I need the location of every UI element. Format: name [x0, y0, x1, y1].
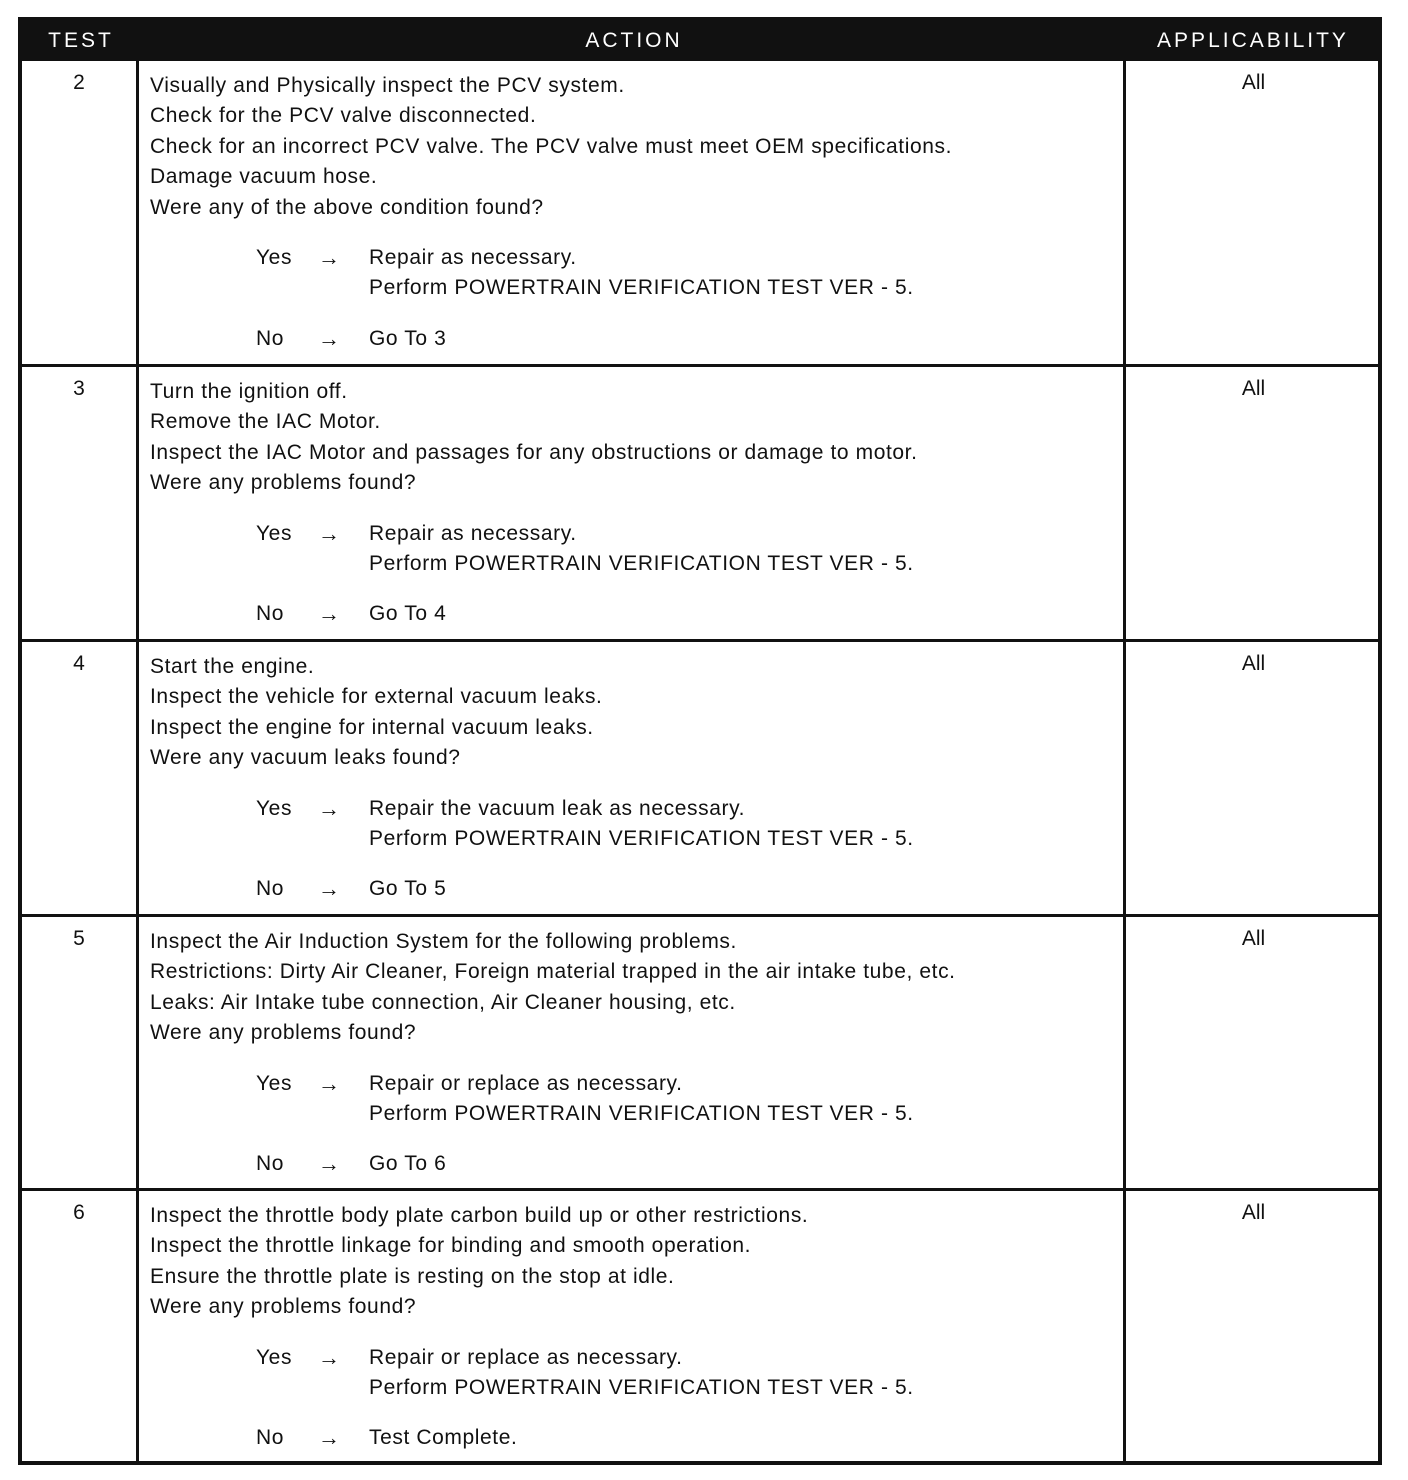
action-line: Start the engine.	[150, 655, 315, 678]
arrow-right-icon: →	[318, 1425, 341, 1451]
table-row	[22, 914, 1378, 1188]
yes-label: Yes	[256, 1071, 293, 1095]
action-line: Check for the PCV valve disconnected.	[150, 104, 537, 128]
table-row	[22, 1188, 1378, 1461]
test-number: 2	[22, 61, 139, 364]
table-row	[22, 639, 1378, 914]
yes-outcome-cont	[150, 1099, 1123, 1129]
no-outcome	[150, 324, 1123, 354]
arrow-right-icon: →	[318, 520, 341, 546]
action-line: Inspect the Air Induction System for the following problems.	[150, 930, 737, 953]
arrow-right-icon: →	[318, 876, 341, 902]
action-line: Check for an incorrect PCV valve. The PCV valve must meet OEM specifications.	[150, 134, 953, 158]
no-label: No	[256, 326, 285, 350]
yes-result-verification: Perform POWERTRAIN VERIFICATION TEST VER - 5.	[369, 827, 914, 851]
action-line: Inspect the vehicle for external vacuum leaks.	[150, 685, 603, 709]
action-line: Inspect the throttle body plate carbon build up or other restrictions.	[150, 1204, 809, 1227]
action-cell	[142, 917, 1126, 1188]
action-cell	[142, 61, 1126, 364]
action-line: Damage vacuum hose.	[150, 165, 378, 189]
arrow-right-icon: →	[318, 1151, 341, 1177]
header-action: ACTION	[585, 29, 683, 52]
action-line: Leaks: Air Intake tube connection, Air Cleaner housing, etc.	[150, 990, 736, 1014]
diagnostic-table	[18, 17, 1382, 1465]
test-number: 5	[22, 917, 139, 1188]
yes-outcome	[150, 1069, 1123, 1099]
test-number: 3	[22, 367, 139, 639]
no-label: No	[256, 1152, 285, 1176]
table-row	[22, 61, 1378, 364]
yes-outcome-cont	[150, 549, 1123, 579]
no-outcome	[150, 874, 1123, 904]
yes-label: Yes	[256, 1345, 293, 1369]
no-label: No	[256, 1426, 285, 1450]
no-label: No	[256, 877, 285, 901]
applicability-cell: All	[1241, 652, 1266, 675]
yes-result: Repair or replace as necessary.	[369, 1345, 683, 1369]
applicability-cell: All	[1241, 927, 1266, 950]
applicability-cell: All	[1241, 71, 1266, 94]
yes-result: Repair as necessary.	[369, 521, 577, 545]
action-line: Inspect the IAC Motor and passages for any obstructions or damage to motor.	[150, 440, 918, 464]
applicability-cell: All	[1241, 1201, 1266, 1224]
yes-result-verification: Perform POWERTRAIN VERIFICATION TEST VER - 5.	[369, 1376, 914, 1400]
no-result: Go To 5	[369, 877, 447, 901]
no-outcome	[150, 599, 1123, 629]
yes-outcome	[150, 1343, 1123, 1373]
yes-result: Repair or replace as necessary.	[369, 1071, 683, 1095]
action-line: Were any vacuum leaks found?	[150, 746, 461, 770]
yes-label: Yes	[256, 521, 293, 545]
yes-result-verification: Perform POWERTRAIN VERIFICATION TEST VER - 5.	[369, 276, 914, 300]
no-result: Go To 6	[369, 1152, 447, 1176]
action-line: Inspect the engine for internal vacuum leaks.	[150, 715, 594, 739]
action-line: Inspect the throttle linkage for binding and smooth operation.	[150, 1234, 752, 1258]
arrow-right-icon: →	[318, 795, 341, 821]
action-line: Restrictions: Dirty Air Cleaner, Foreign material trapped in the air intake tube, etc.	[150, 960, 956, 984]
header-applicability: APPLICABILITY	[1157, 29, 1349, 52]
action-line: Turn the ignition off.	[150, 380, 348, 403]
action-line: Were any problems found?	[150, 1021, 417, 1045]
yes-outcome	[150, 243, 1123, 273]
no-result: Test Complete.	[369, 1426, 518, 1450]
table-row	[22, 364, 1378, 639]
arrow-right-icon: →	[318, 601, 341, 627]
table-header	[22, 21, 1378, 61]
yes-result-verification: Perform POWERTRAIN VERIFICATION TEST VER - 5.	[369, 1102, 914, 1126]
applicability-cell: All	[1241, 377, 1266, 400]
no-result: Go To 4	[369, 602, 447, 626]
arrow-right-icon: →	[318, 245, 341, 271]
action-cell	[142, 367, 1126, 639]
arrow-right-icon: →	[318, 325, 341, 351]
arrow-right-icon: →	[318, 1344, 341, 1370]
action-line: Visually and Physically inspect the PCV system.	[150, 74, 625, 97]
action-line: Were any problems found?	[150, 471, 417, 495]
action-line: Ensure the throttle plate is resting on the stop at idle.	[150, 1264, 675, 1288]
action-cell	[142, 1191, 1126, 1461]
yes-outcome-cont	[150, 1373, 1123, 1403]
test-number: 4	[22, 642, 139, 914]
yes-outcome-cont	[150, 273, 1123, 303]
action-line: Were any of the above condition found?	[150, 195, 544, 219]
action-line: Were any problems found?	[150, 1295, 417, 1319]
yes-result: Repair as necessary.	[369, 246, 577, 270]
yes-outcome	[150, 519, 1123, 549]
action-line: Remove the IAC Motor.	[150, 410, 381, 434]
yes-outcome	[150, 794, 1123, 824]
arrow-right-icon: →	[318, 1070, 341, 1096]
yes-result-verification: Perform POWERTRAIN VERIFICATION TEST VER - 5.	[369, 552, 914, 576]
yes-result: Repair the vacuum leak as necessary.	[369, 796, 746, 820]
yes-outcome-cont	[150, 824, 1123, 854]
no-label: No	[256, 602, 285, 626]
no-outcome	[150, 1423, 1123, 1453]
header-test: TEST	[48, 29, 114, 52]
yes-label: Yes	[256, 246, 293, 270]
action-cell	[142, 642, 1126, 914]
no-outcome	[150, 1149, 1123, 1179]
no-result: Go To 3	[369, 326, 447, 350]
test-number: 6	[22, 1191, 139, 1461]
yes-label: Yes	[256, 796, 293, 820]
